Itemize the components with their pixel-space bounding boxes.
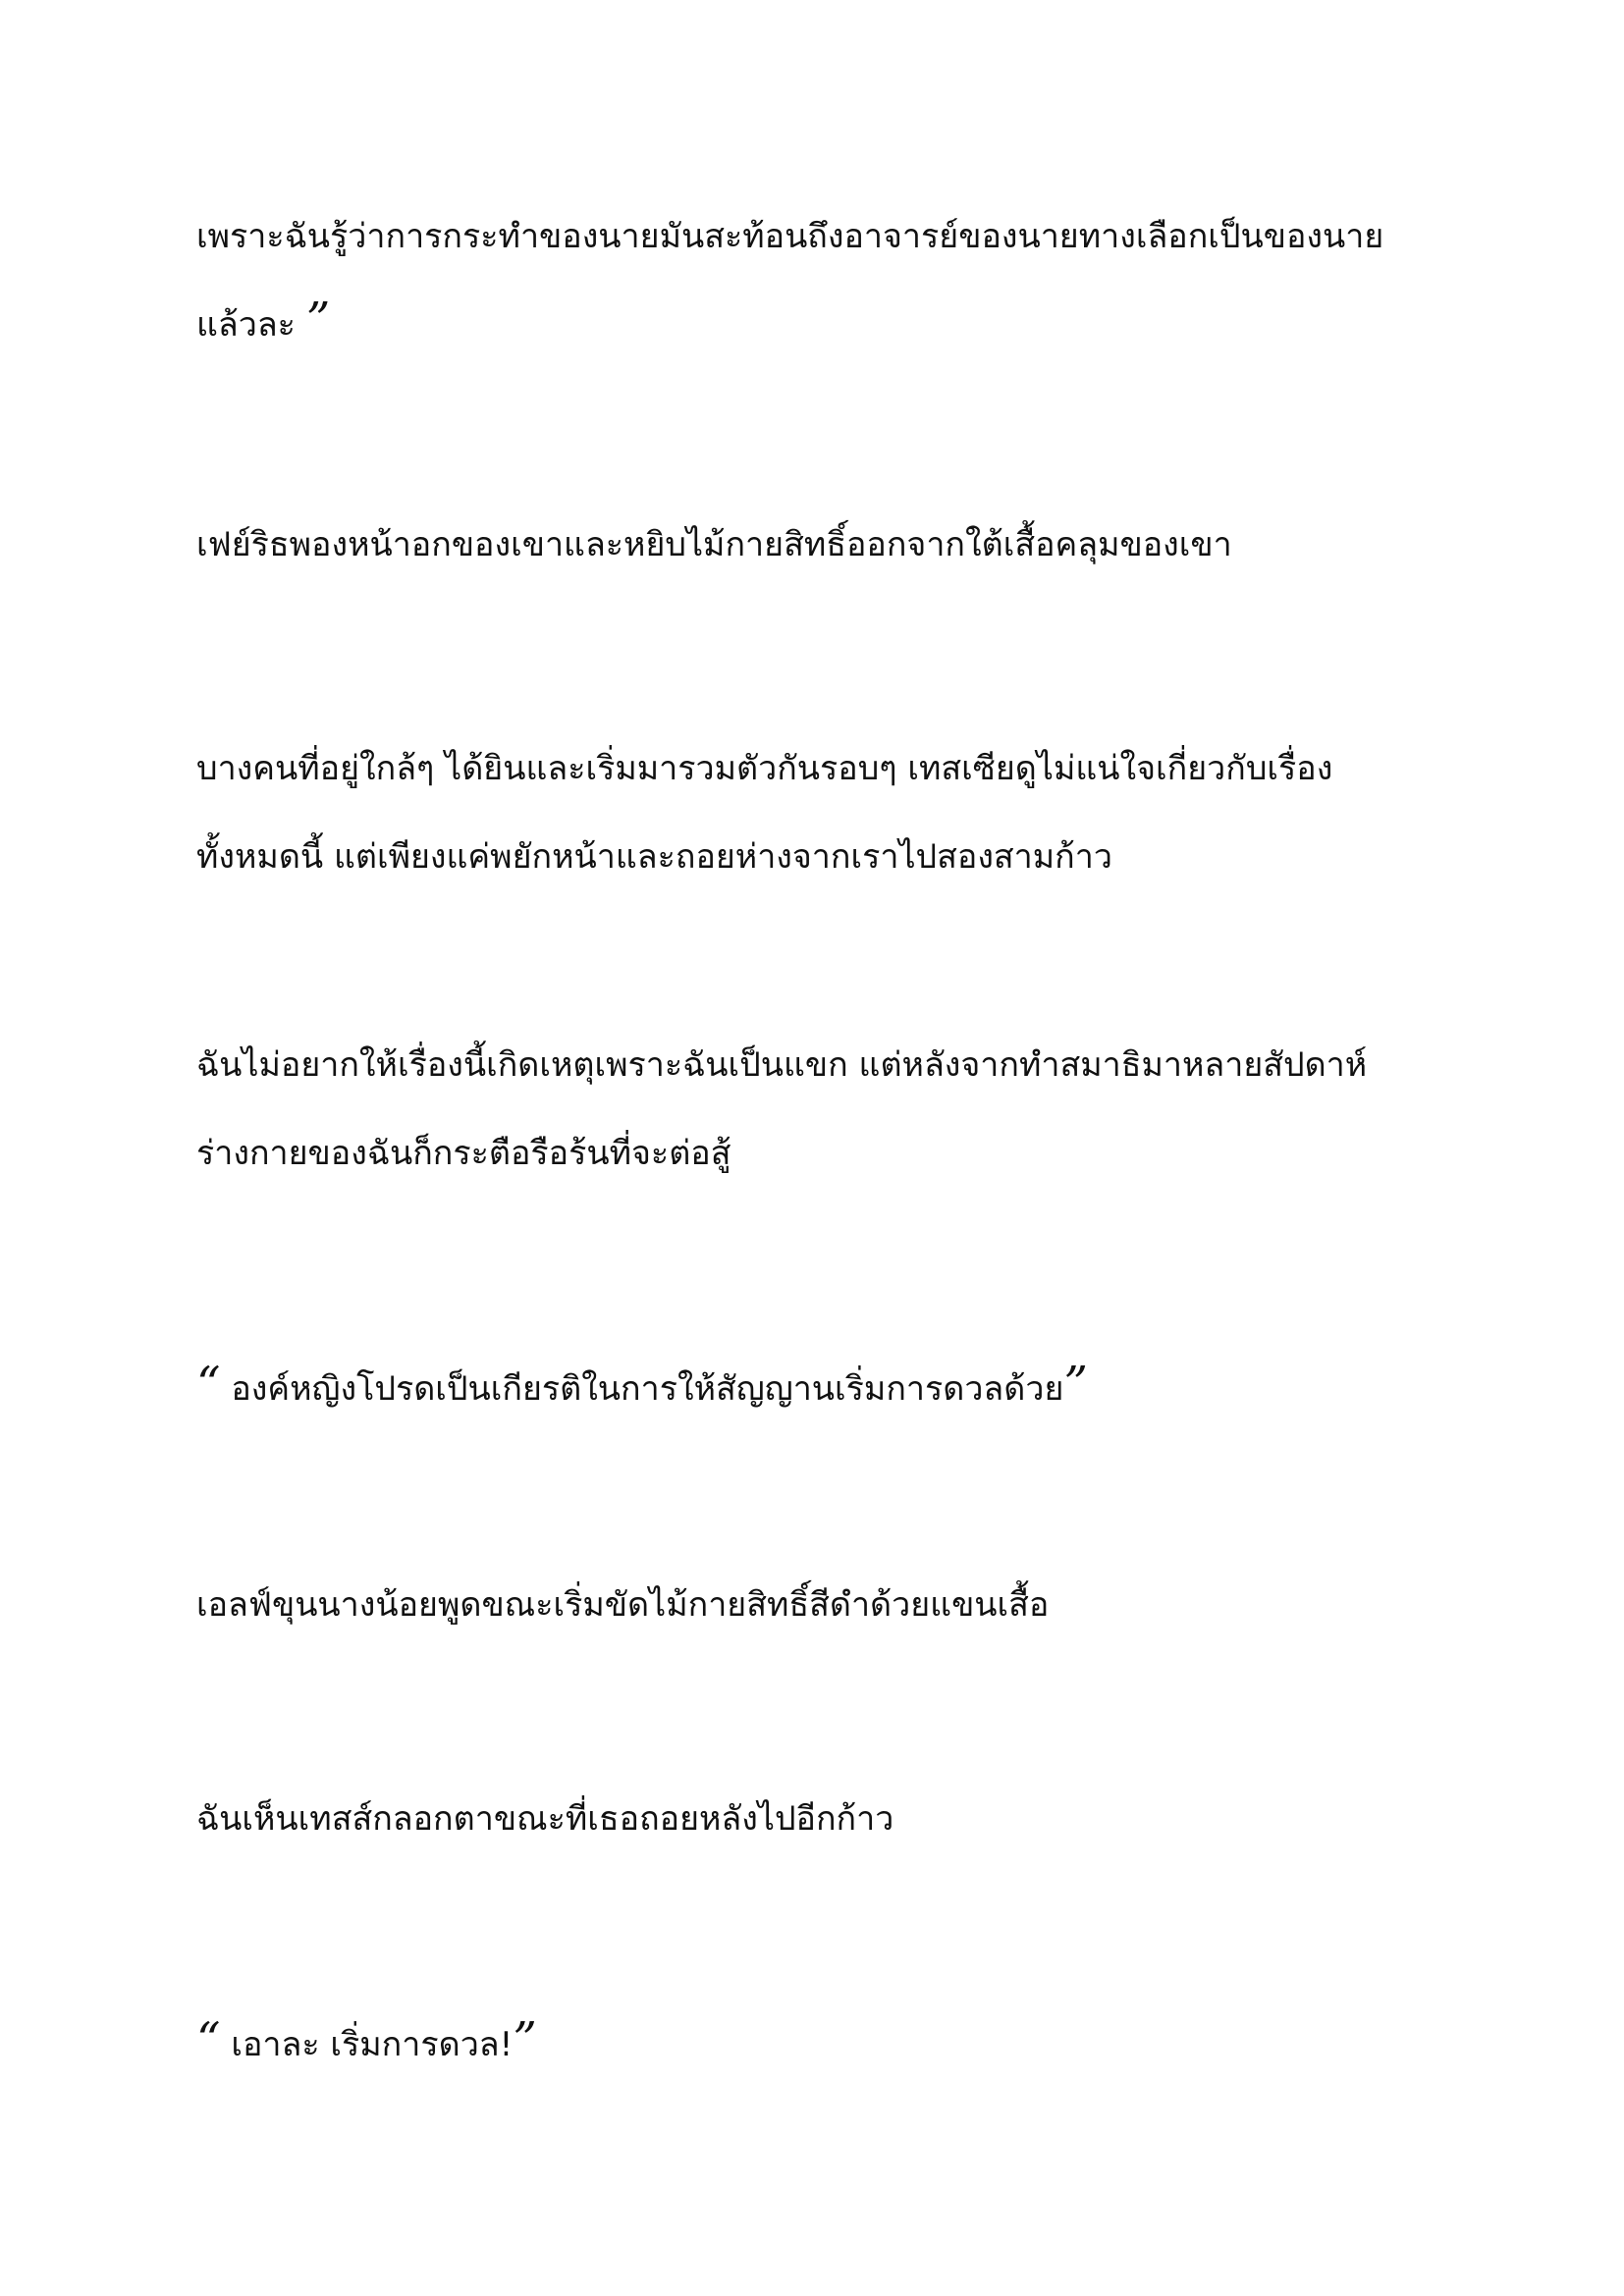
paragraph-text: เฟย์ริธพองหน้าอกของเขาและหยิบไม้กายสิทธิ์ออกจากใต้เสื้อคลุมของเขา: [196, 525, 1232, 564]
paragraph-text: เอลฟ์ขุนนางน้อยพูดขณะเริ่มขัดไม้กายสิทธิ์สีดำด้วยแขนเสื้อ: [196, 1585, 1050, 1625]
close-quote: ”: [1063, 1357, 1088, 1412]
paragraph-text: ฉันไม่อยากให้เรื่องนี้เกิดเหตุเพราะฉันเป็นแขก แต่หลังจากทำสมาธิมาหลายสัปดาห์ ร่างกายของฉันก็กระตือรือร้นที่จะต่อสู้: [196, 1045, 1368, 1173]
paragraph-8: [196, 2001, 1473, 2089]
paragraph-6: [196, 1561, 1473, 1649]
paragraph-2: [196, 501, 1473, 589]
paragraph-4: [196, 1021, 1473, 1198]
open-quote: “: [196, 1357, 221, 1412]
paragraph-3: [196, 724, 1473, 901]
close-quote: ”: [305, 293, 331, 347]
close-quote: ”: [513, 2012, 537, 2067]
paragraph-text: บางคนที่อยู่ใกล้ๆ ได้ยินและเริ่มมารวมตัวกันรอบๆ เทสเซียดูไม่แน่ใจเกี่ยวกับเรื่อง ทั้งหมดนี้ แต่เพียงแค่พยักหน้าและถอยห่างจากเราไปสองสามก้าว: [196, 749, 1333, 877]
open-quote: “: [196, 2012, 221, 2067]
paragraph-text: ฉันเห็นเทสส์กลอกตาขณะที่เธอถอยหลังไปอีกก้าว: [196, 1799, 894, 1839]
paragraph-text: องค์หญิงโปรดเป็นเกียรติในการให้สัญญานเริ่มการดวลด้วย: [220, 1369, 1064, 1409]
paragraph-7: [196, 1775, 1473, 1863]
paragraph-text: เอาละ เริ่มการดวล!: [220, 2025, 514, 2064]
paragraph-text: เพราะฉันรู้ว่าการกระทำของนายมันสะท้อนถึงอาจารย์ของนายทางเลือกเป็นของนาย แล้วละ: [196, 217, 1384, 345]
paragraph-5: [196, 1345, 1473, 1433]
paragraph-1: [196, 192, 1473, 369]
